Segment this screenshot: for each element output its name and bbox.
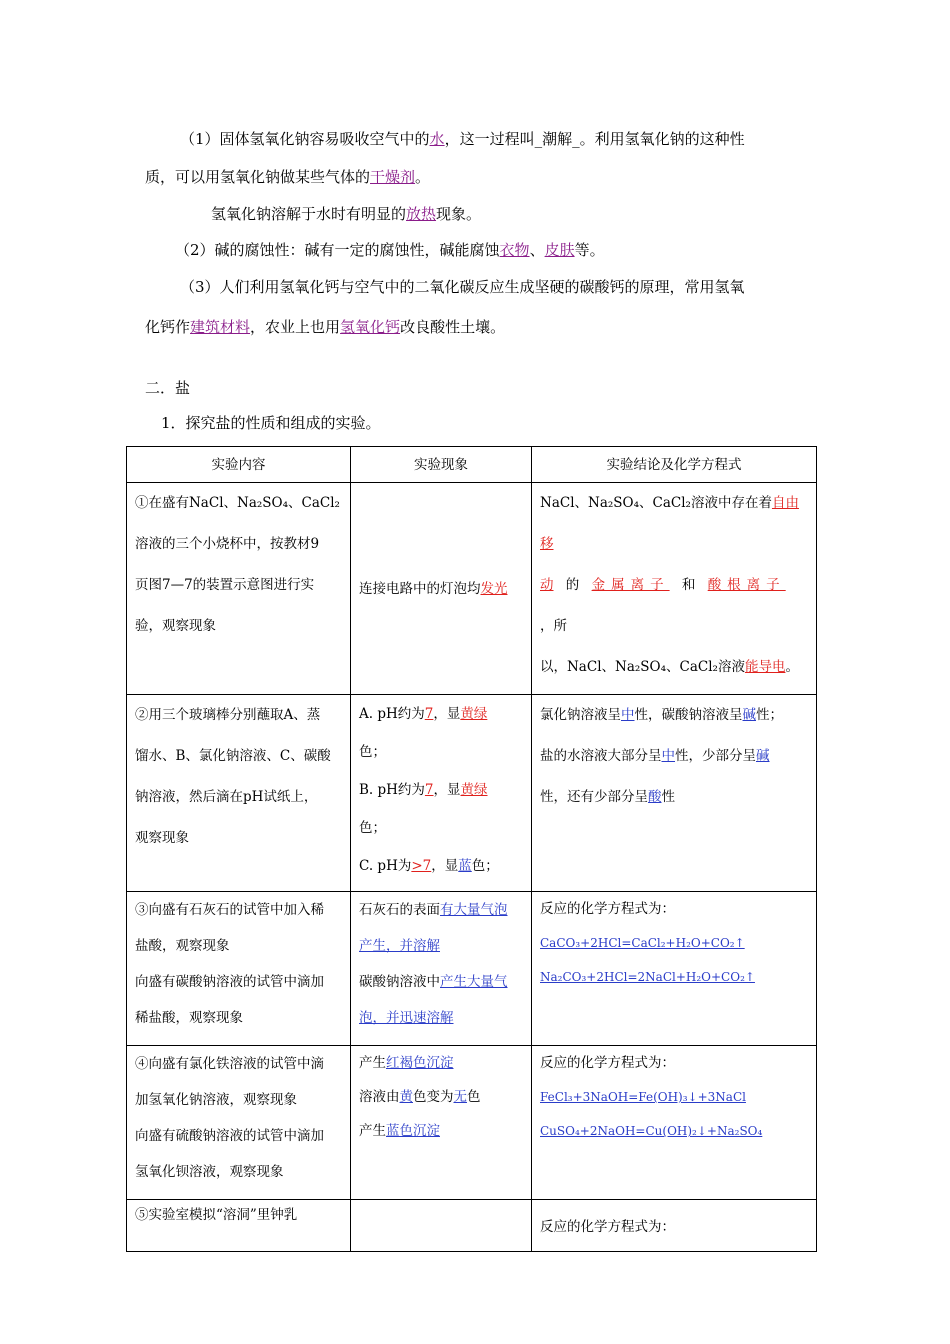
text: ，显	[431, 858, 459, 874]
text: ，显	[433, 782, 461, 798]
row3-content	[127, 892, 351, 1046]
para1-line2	[145, 167, 430, 187]
equation: CaCO₃+2HCl=CaCl₂+H₂O+CO₂↑	[540, 936, 745, 950]
header-content: 实验内容	[127, 447, 351, 483]
para3	[175, 240, 605, 260]
answer-color: 黄绿	[460, 706, 488, 722]
text: ③向盛有石灰石的试管中加入稀	[135, 902, 324, 918]
row1-phenomenon	[351, 483, 532, 695]
table-row	[127, 483, 817, 695]
text: A. pH约为	[359, 706, 425, 722]
answer-building-material: 建筑材料	[190, 318, 251, 336]
text: 连接电路中的灯泡均	[359, 580, 481, 597]
answer-conductive: 能导电	[744, 659, 786, 675]
row1-content	[127, 483, 351, 695]
row4-content	[127, 1046, 351, 1200]
text: 和	[681, 577, 696, 593]
text: ②用三个玻璃棒分别蘸取A、蒸	[135, 707, 321, 723]
text: 产生	[359, 1055, 386, 1071]
text: 化钙作	[145, 318, 191, 336]
header-conclusion: 实验结论及化学方程式	[532, 447, 817, 483]
text: 、	[529, 241, 545, 259]
section-heading: 二．盐	[145, 379, 191, 397]
answer-alkaline: 碱	[756, 748, 770, 764]
answer-bubbles: 产生大量气	[440, 974, 508, 990]
text: 改良酸性土壤。	[400, 318, 506, 336]
answer-clothes: 衣物	[499, 241, 530, 259]
text: 色；	[359, 744, 386, 760]
experiment-table	[126, 446, 817, 1252]
text: ，所	[540, 618, 567, 634]
row3-conclusion	[532, 892, 817, 1046]
para4-line2	[145, 317, 505, 337]
text: 现象。	[436, 205, 482, 223]
text: 碳酸钠溶液中	[359, 974, 440, 990]
answer-color: 黄	[399, 1089, 413, 1105]
answer-ph: 7	[424, 706, 434, 722]
equation: FeCl₃+3NaOH=Fe(OH)₃↓+3NaCl	[540, 1090, 746, 1104]
text: 稀盐酸，观察现象	[135, 1010, 243, 1026]
row5-phenomenon	[351, 1200, 532, 1252]
row2-conclusion	[532, 695, 817, 892]
header-phenomenon: 实验现象	[351, 447, 532, 483]
answer-neutral: 中	[661, 748, 675, 764]
text: 页图7—7的装置示意图进行实	[135, 577, 315, 593]
text: 氯化钠溶液呈	[540, 707, 621, 723]
text: 氢氧化钠溶解于水时有明显的	[211, 205, 407, 223]
text: NaCl、Na₂SO₄、CaCl₂溶液中存在着	[540, 495, 772, 511]
text: 性；	[756, 707, 783, 723]
answer-precipitate: 红褐色沉淀	[386, 1055, 454, 1071]
answer-ph: >7	[411, 858, 432, 874]
answer-glow: 发光	[480, 580, 508, 597]
text: 氢氧化钡溶液，观察现象	[135, 1164, 284, 1180]
table-row	[127, 1200, 817, 1252]
text: 钠溶液，然后滴在pH试纸上，	[135, 789, 318, 805]
text: 质，可以用氢氧化钠做某些气体的	[145, 168, 371, 186]
row4-phenomenon	[351, 1046, 532, 1200]
answer-skin: 皮肤	[544, 241, 575, 259]
table-row	[127, 1046, 817, 1200]
text: ④向盛有氯化铁溶液的试管中滴	[135, 1056, 324, 1072]
text: ，显	[433, 706, 461, 722]
text: 色；	[471, 858, 499, 874]
row4-conclusion	[532, 1046, 817, 1200]
text: 性，少部分呈	[675, 748, 756, 764]
table-header-row	[127, 447, 817, 483]
text: 反应的化学方程式为：	[540, 901, 675, 917]
text: 以，NaCl、Na₂SO₄、CaCl₂溶液	[540, 659, 745, 675]
para2	[211, 204, 481, 224]
text: 向盛有碳酸钠溶液的试管中滴加	[135, 974, 324, 990]
answer-heat-release: 放热	[406, 205, 437, 223]
equation: Na₂CO₃+2HCl=2NaCl+H₂O+CO₂↑	[540, 970, 755, 984]
text: 的	[565, 577, 580, 593]
answer-neutral: 中	[621, 707, 635, 723]
answer-desiccant: 干燥剂	[370, 168, 416, 186]
text: 溶液的三个小烧杯中，按教材9	[135, 536, 320, 552]
text: 观察现象	[135, 830, 189, 846]
text: C. pH为	[359, 858, 412, 874]
answer-water: 水	[429, 130, 445, 148]
text: 馏水、B、氯化钠溶液、C、碳酸	[135, 748, 331, 764]
text: 溶液由	[359, 1089, 400, 1105]
equation: CuSO₄+2NaOH=Cu(OH)₂↓+Na₂SO₄	[540, 1124, 763, 1138]
table-row	[127, 695, 817, 892]
text: 盐酸，观察现象	[135, 938, 230, 954]
text: 等。	[574, 241, 605, 259]
answer-precipitate: 蓝色沉淀	[386, 1123, 440, 1139]
row2-content	[127, 695, 351, 892]
text: 色；	[359, 820, 386, 836]
answer-bubbles: 有大量气泡	[440, 902, 508, 918]
answer-acidic: 酸	[648, 789, 662, 805]
text: 。	[785, 659, 799, 675]
text: （3）人们利用氢氧化钙与空气中的二氧化碳反应生成坚硬的碳酸钙的原理，常用氢氧	[180, 278, 745, 296]
text: 反应的化学方程式为：	[540, 1055, 675, 1071]
answer-color: 无	[453, 1089, 467, 1105]
answer-dissolve: 泡，并迅速溶解	[359, 1010, 454, 1026]
row2-phenomenon	[351, 695, 532, 892]
text: ，农业上也用	[250, 318, 341, 336]
text: 盐的水溶液大部分呈	[540, 748, 662, 764]
answer-calcium-hydroxide: 氢氧化钙	[340, 318, 401, 336]
text: 性	[661, 789, 675, 805]
text: （1）固体氢氧化钠容易吸收空气中的	[180, 130, 430, 148]
text: 性，还有少部分呈	[540, 789, 648, 805]
para1-line1	[180, 129, 745, 149]
subsection-heading: 1．探究盐的性质和组成的实验。	[161, 414, 381, 432]
answer-color: 黄绿	[460, 782, 488, 798]
answer-alkaline: 碱	[742, 707, 756, 723]
text: 性，碳酸钠溶液呈	[634, 707, 743, 723]
answer-free: 自由移	[540, 495, 799, 552]
text: 向盛有硫酸钠溶液的试管中滴加	[135, 1128, 324, 1144]
text: 产生	[359, 1123, 386, 1139]
para4-line1	[180, 277, 745, 297]
row1-conclusion	[532, 483, 817, 695]
answer-metal-ions: 金属离子	[591, 577, 670, 593]
text: B. pH约为	[359, 782, 425, 798]
answer-ph: 7	[424, 782, 434, 798]
text: 加氢氧化钠溶液，观察现象	[135, 1092, 297, 1108]
text: 石灰石的表面	[359, 902, 440, 918]
answer-color: 蓝	[458, 858, 472, 874]
text: 色	[467, 1089, 481, 1105]
answer-acid-radical-ions: 酸根离子	[707, 577, 786, 593]
text: ①在盛有NaCl、Na₂SO₄、CaCl₂	[135, 495, 340, 511]
text: （2）碱的腐蚀性：碱有一定的腐蚀性，碱能腐蚀	[175, 241, 500, 259]
text: 。	[415, 168, 431, 186]
text: 色变为	[413, 1089, 454, 1105]
text: 验，观察现象	[135, 618, 216, 634]
row5-conclusion: 反应的化学方程式为：	[532, 1200, 817, 1252]
row5-content: ⑤实验室模拟“溶洞”里钟乳	[127, 1200, 351, 1252]
row3-phenomenon	[351, 892, 532, 1046]
answer-moving: 动	[540, 577, 554, 593]
table-row	[127, 892, 817, 1046]
answer-dissolve: 产生，并溶解	[359, 938, 440, 954]
text: ，这一过程叫_潮解_。利用氢氧化钠的这种性	[444, 130, 745, 148]
